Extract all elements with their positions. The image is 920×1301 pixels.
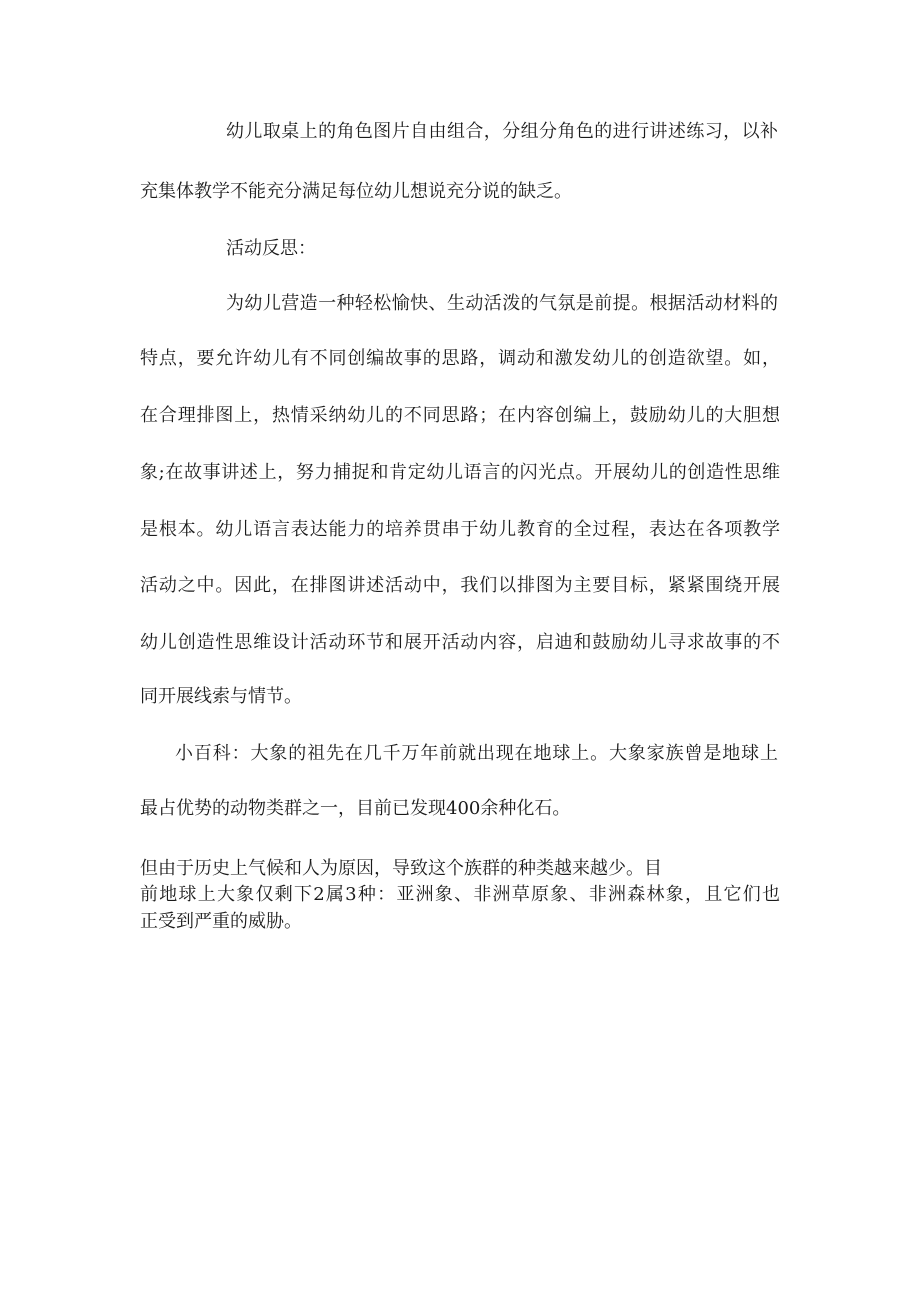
closing-line-2: 前地球上大象仅剩下2属3种：亚洲象、非洲草原象、非洲森林象，且它们也 <box>140 884 780 905</box>
paragraph-2-line-5: 是根本。幼儿语言表达能力的培养贯串于幼儿教育的全过程，表达在各项教学 <box>140 519 780 540</box>
reflection-heading: 活动反思： <box>226 238 316 259</box>
paragraph-2-line-7: 幼儿创造性思维设计活动环节和展开活动内容，启迪和鼓励幼儿寻求故事的不 <box>140 632 780 653</box>
paragraph-2-line-2: 特点，要允许幼儿有不同创编故事的思路，调动和激发幼儿的创造欲望。如， <box>140 348 780 369</box>
paragraph-1-line-1: 幼儿取桌上的角色图片自由组合，分组分角色的进行讲述练习，以补 <box>226 121 778 142</box>
closing-line-3: 正受到严重的威胁。 <box>140 911 302 932</box>
paragraph-2-line-3: 在合理排图上，热情采纳幼儿的不同思路；在内容创编上，鼓励幼儿的大胆想 <box>140 405 780 426</box>
paragraph-2-line-8: 同开展线索与情节。 <box>140 686 302 707</box>
closing-line-1: 但由于历史上气候和人为原因，导致这个族群的种类越来越少。目 <box>140 858 662 879</box>
paragraph-2-line-6: 活动之中。因此，在排图讲述活动中，我们以排图为主要目标，紧紧围绕开展 <box>140 575 780 596</box>
paragraph-2-line-4: 象;在故事讲述上，努力捕捉和肯定幼儿语言的闪光点。开展幼儿的创造性思维 <box>140 462 780 483</box>
paragraph-1-line-2: 充集体教学不能充分满足每位幼儿想说充分说的缺乏。 <box>140 181 572 202</box>
encyclopedia-line-2: 最占优势的动物类群之一，目前已发现400余种化石。 <box>140 798 571 819</box>
paragraph-2-line-1: 为幼儿营造一种轻松愉快、生动活泼的气氛是前提。根据活动材料的 <box>226 293 778 314</box>
encyclopedia-line-1: 小百科：大象的祖先在几千万年前就出现在地球上。大象家族曾是地球上 <box>175 743 778 764</box>
